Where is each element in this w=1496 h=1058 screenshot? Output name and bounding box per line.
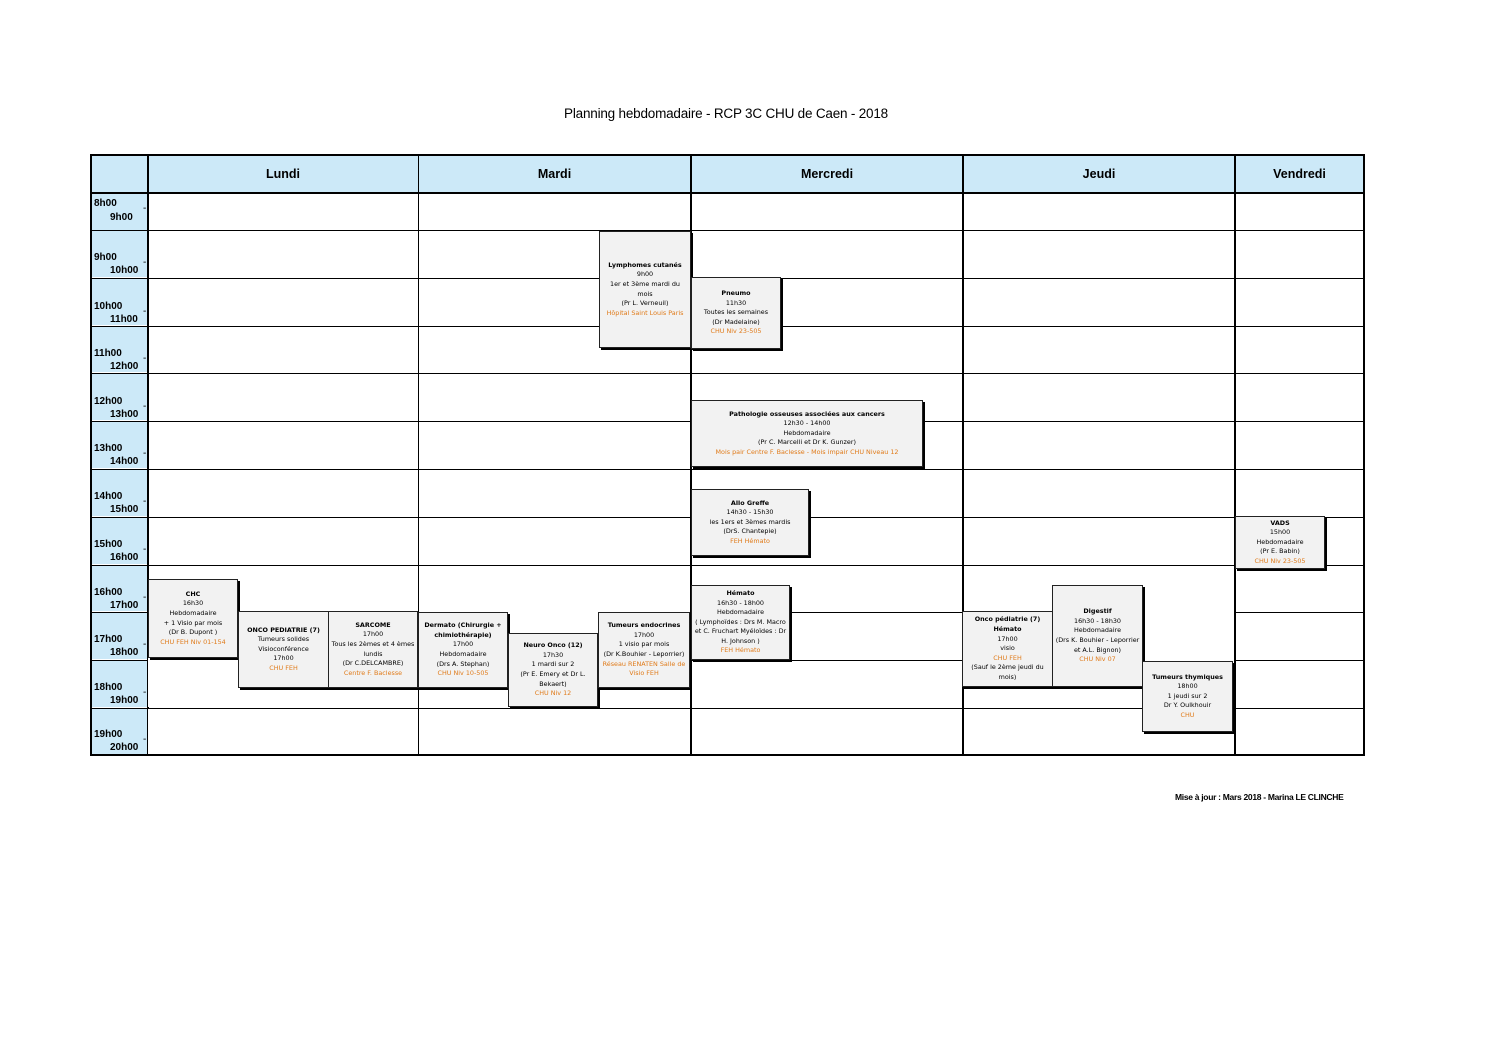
- update-note: Mise à jour : Mars 2018 - Marina LE CLINCHE: [1175, 792, 1344, 802]
- day-header-vendredi: Vendredi: [1236, 156, 1363, 192]
- event-frequency: Hebdomadaire: [439, 650, 487, 658]
- time-slot-8h: 8h00 - 9h00: [92, 194, 147, 230]
- event-location: CHU Niv 07: [1079, 655, 1116, 664]
- event-location: FEH Hémato: [730, 536, 770, 545]
- time-slot-15h: 15h00 - 16h00: [92, 518, 147, 564]
- time-slot-18h: 18h00 - 19h00: [92, 661, 147, 707]
- event-location: CHU Niv 23-505: [710, 327, 762, 336]
- event-name: Tumeurs thymiques: [1152, 672, 1223, 681]
- event-name: Digestif: [1083, 607, 1112, 616]
- event-location: Réseau RENATEN Salle de Visio FEH: [602, 659, 686, 678]
- event-note: (Sauf le 2ème jeudi du mois): [971, 663, 1044, 681]
- event-location: CHU Niv 12: [534, 689, 572, 698]
- grid-line: [92, 192, 1363, 194]
- event-time: 17h00: [273, 654, 294, 663]
- event-doctor: ( Lymphoïdes : Drs M. Macro et C. Fruchart Myéloïdes : Dr H. Johnson ): [694, 617, 787, 645]
- page-title: Planning hebdomadaire - RCP 3C CHU de Caen - 2018: [564, 106, 888, 121]
- event-frequency: Hebdomadaire: [783, 428, 831, 437]
- grid-line: [92, 373, 1363, 374]
- event-subtitle: Tumeurs solides: [257, 635, 310, 644]
- event-location: Mois pair Centre F. Baclesse - Mois impair CHU Niveau 12: [715, 447, 899, 456]
- event-onco-pediatrie-lundi[interactable]: [238, 611, 329, 688]
- event-time: 17h00: [452, 640, 474, 649]
- event-doctor: (Pr C. Marcelli et Dr K. Gunzer): [758, 438, 856, 447]
- event-time: 15h00: [1269, 528, 1291, 537]
- event-pathologie-osseuses[interactable]: [691, 400, 923, 467]
- event-time: 17h00: [362, 630, 384, 639]
- event-allo-greffe[interactable]: [691, 489, 809, 556]
- event-doctor: (Dr K.Bouhier - Leporrier): [603, 650, 685, 658]
- event-frequency: Hebdomadaire: [169, 608, 217, 617]
- event-name: CHC: [185, 589, 201, 598]
- event-name: SARCOME: [355, 620, 391, 629]
- event-time: 17h00: [633, 630, 655, 639]
- time-slot-13h: 13h00 - 14h00: [92, 422, 147, 468]
- event-time: 12h30 - 14h00: [783, 419, 831, 428]
- event-frequency: 1 visio par mois: [618, 640, 670, 649]
- event-visio: + 1 Visio par mois: [163, 618, 223, 627]
- time-slot-11h: 11h00 - 12h00: [92, 327, 147, 372]
- event-onco-pediatrie-hemato[interactable]: [962, 611, 1053, 687]
- event-time: 16h30 - 18h00: [717, 598, 764, 607]
- day-header-lundi: Lundi: [148, 156, 418, 192]
- event-time: 14h30 - 15h30: [726, 508, 774, 517]
- event-name: Lymphomes cutanés: [608, 260, 682, 269]
- grid-line: [92, 230, 1363, 231]
- grid-line: [92, 469, 1363, 470]
- event-sarcome[interactable]: [328, 611, 418, 688]
- time-slot-17h: 17h00 - 18h00: [92, 613, 147, 659]
- event-time: 17h00: [997, 634, 1018, 643]
- time-slot-14h: 14h00 - 15h00: [92, 470, 147, 516]
- event-location: CHU FEH Niv 01-154: [160, 637, 226, 646]
- time-slot-9h: 9h00 - 10h00: [92, 231, 147, 277]
- event-name: Allo Greffe: [730, 498, 770, 507]
- event-location: Hôpital Saint Louis Paris: [606, 308, 684, 317]
- event-doctor: (DrS. Chantepie): [723, 527, 777, 536]
- event-name: Pneumo: [721, 289, 751, 298]
- event-location: CHU Niv 23-505: [1254, 556, 1306, 565]
- event-location: CHU: [1180, 710, 1195, 719]
- event-tumeurs-endocrines[interactable]: [598, 612, 690, 688]
- event-frequency: Hebdomadaire: [716, 608, 765, 617]
- event-frequency: Hebdomadaire: [1073, 626, 1122, 635]
- event-doctor: (Drs K. Bouhier - Leporrier et A.L. Bignon): [1055, 636, 1140, 654]
- event-tumeurs-thymiques[interactable]: [1142, 661, 1233, 732]
- event-mode: Visioconférence: [258, 644, 309, 653]
- time-slot-16h: 16h00 - 17h00: [92, 566, 147, 611]
- event-frequency: 1 jeudi sur 2: [1167, 691, 1208, 700]
- event-doctor: Dr Y. Oulkhouir: [1163, 701, 1212, 710]
- event-digestif[interactable]: [1052, 585, 1143, 687]
- event-name: Onco pédiatrie (7) Hémato: [974, 615, 1041, 634]
- event-doctor: (Pr L. Verneuil): [621, 299, 669, 308]
- day-header-jeudi: Jeudi: [964, 156, 1234, 192]
- event-doctor: (Dr Madelaine): [712, 317, 760, 326]
- event-time: 11h30: [725, 298, 747, 307]
- event-frequency: les 1ers et 3èmes mardis: [709, 517, 791, 526]
- event-frequency: Hebdomadaire: [1256, 537, 1304, 546]
- event-doctor: (Drs A. Stephan): [436, 659, 490, 668]
- event-time: 16h30: [182, 599, 204, 608]
- event-doctor: (Pr E. Babin): [1260, 547, 1300, 556]
- event-name: VADS: [1270, 518, 1290, 527]
- day-header-mercredi: Mercredi: [692, 156, 962, 192]
- event-frequency: Toutes les semaines: [703, 308, 769, 317]
- event-mode: visio: [1000, 644, 1015, 653]
- event-time: 9h00: [636, 270, 654, 279]
- event-frequency: 1 mardi sur 2: [531, 660, 575, 669]
- time-slot-12h: 12h00 - 13h00: [92, 374, 147, 420]
- event-doctor: (Dr B. Dupont ): [168, 628, 218, 637]
- event-vads[interactable]: [1235, 516, 1325, 569]
- event-pneumo[interactable]: [691, 277, 781, 349]
- event-lymphomes-cutanes[interactable]: [599, 231, 691, 348]
- merged-cell: [148, 709, 418, 754]
- event-location: CHU Niv 10-505: [437, 669, 489, 678]
- event-name: ONCO PEDIATRIE (7): [247, 625, 320, 634]
- event-name: Hémato: [726, 588, 755, 597]
- event-name: Neuro Onco (12): [523, 641, 583, 650]
- event-doctor: (Pr E. Emery et Dr L. Bekaert): [520, 670, 586, 688]
- grid-line: [1234, 156, 1236, 754]
- event-chc[interactable]: [148, 579, 238, 658]
- corner-cell: [92, 156, 147, 192]
- event-hemato[interactable]: [691, 585, 790, 660]
- event-dermato[interactable]: [418, 612, 508, 688]
- event-name: Dermato (Chirurgie + chimiothérapie): [424, 621, 502, 639]
- time-slot-10h: 10h00 - 11h00: [92, 279, 147, 325]
- event-time: 18h00: [1177, 682, 1198, 691]
- event-location: Centre F. Baclesse: [343, 668, 403, 677]
- event-frequency: 1er et 3ème mardi du mois: [610, 279, 680, 298]
- event-location: CHU FEH: [993, 653, 1022, 662]
- event-time: 16h30 - 18h30: [1074, 616, 1121, 625]
- time-slot-19h: 19h00 - 20h00: [92, 709, 147, 754]
- event-name: Pathologie osseuses associées aux cancers: [729, 409, 885, 418]
- event-time: 17h30: [542, 650, 564, 659]
- event-frequency: Tous les 2èmes et 4 èmes lundis: [331, 639, 415, 658]
- event-neuro-onco[interactable]: [508, 633, 598, 707]
- event-location: FEH Hémato: [720, 646, 761, 655]
- day-header-mardi: Mardi: [419, 156, 690, 192]
- event-name: Tumeurs endocrines: [607, 621, 681, 630]
- grid-line: [92, 565, 1363, 566]
- event-doctor: (Dr C.DELCAMBRE): [342, 659, 404, 668]
- event-location: CHU FEH: [269, 663, 298, 672]
